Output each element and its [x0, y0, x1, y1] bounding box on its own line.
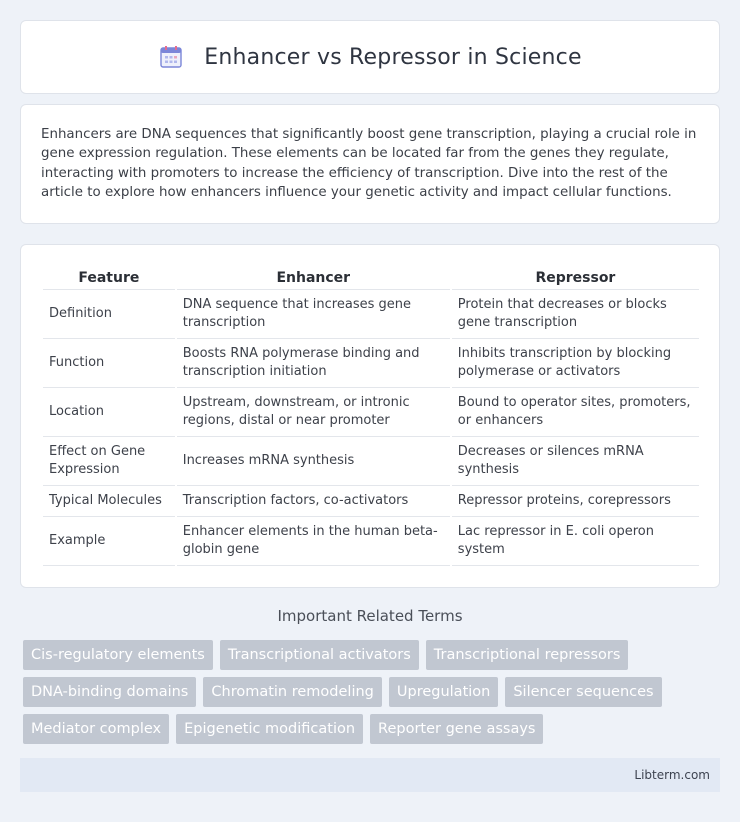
header-feature: Feature — [43, 266, 175, 290]
repressor-cell: Lac repressor in E. coli operon system — [452, 517, 699, 566]
table-row — [43, 290, 699, 339]
table-row — [43, 437, 699, 486]
table-row — [43, 388, 699, 437]
related-term-tag[interactable]: Cis-regulatory elements — [23, 640, 213, 670]
table-row — [43, 339, 699, 388]
calendar-icon — [158, 44, 184, 70]
table-header-row — [43, 266, 699, 290]
enhancer-cell: DNA sequence that increases gene transcription — [177, 290, 450, 339]
table-row — [43, 486, 699, 517]
feature-cell: Location — [43, 388, 175, 437]
related-term-tag[interactable]: Transcriptional repressors — [426, 640, 629, 670]
related-term-tag[interactable]: Silencer sequences — [505, 677, 661, 707]
intro-text: Enhancers are DNA sequences that significantly boost gene transcription, playing a crucial role in gene expression regulation. These elements can be located far from the genes they regulate, interacting with promoters to increase the efficiency of transcription. Dive into the rest of the article to explore how enhancers influence your genetic activity and impact cellular functions. — [41, 127, 697, 201]
feature-cell: Typical Molecules — [43, 486, 175, 517]
header-card — [20, 20, 720, 94]
enhancer-cell: Upstream, downstream, or intronic regions, distal or near promoter — [177, 388, 450, 437]
enhancer-cell: Boosts RNA polymerase binding and transcription initiation — [177, 339, 450, 388]
repressor-cell: Repressor proteins, corepressors — [452, 486, 699, 517]
feature-cell: Function — [43, 339, 175, 388]
related-term-tag[interactable]: DNA-binding domains — [23, 677, 196, 707]
related-term-tag[interactable]: Reporter gene assays — [370, 714, 543, 744]
repressor-cell: Decreases or silences mRNA synthesis — [452, 437, 699, 486]
repressor-cell: Bound to operator sites, promoters, or enhancers — [452, 388, 699, 437]
enhancer-cell: Increases mRNA synthesis — [177, 437, 450, 486]
table-row — [43, 517, 699, 566]
comparison-table-card — [20, 244, 720, 588]
feature-cell: Definition — [43, 290, 175, 339]
related-term-tag[interactable]: Epigenetic modification — [176, 714, 363, 744]
feature-cell: Effect on Gene Expression — [43, 437, 175, 486]
header-repressor: Repressor — [452, 266, 699, 290]
header-enhancer: Enhancer — [177, 266, 450, 290]
footer-site-link[interactable]: Libterm.com — [634, 768, 710, 782]
related-term-tag[interactable]: Upregulation — [389, 677, 498, 707]
feature-cell: Example — [43, 517, 175, 566]
related-term-tag[interactable]: Mediator complex — [23, 714, 169, 744]
page-title: Enhancer vs Repressor in Science — [204, 44, 582, 70]
related-term-tag[interactable]: Transcriptional activators — [220, 640, 419, 670]
repressor-cell: Protein that decreases or blocks gene transcription — [452, 290, 699, 339]
enhancer-cell: Transcription factors, co-activators — [177, 486, 450, 517]
footer — [20, 758, 720, 792]
repressor-cell: Inhibits transcription by blocking polymerase or activators — [452, 339, 699, 388]
enhancer-cell: Enhancer elements in the human beta-globin gene — [177, 517, 450, 566]
comparison-table — [41, 266, 701, 566]
related-terms-title: Important Related Terms — [277, 607, 463, 625]
related-terms-list — [23, 640, 723, 751]
related-term-tag[interactable]: Chromatin remodeling — [203, 677, 382, 707]
intro-card — [20, 104, 720, 224]
